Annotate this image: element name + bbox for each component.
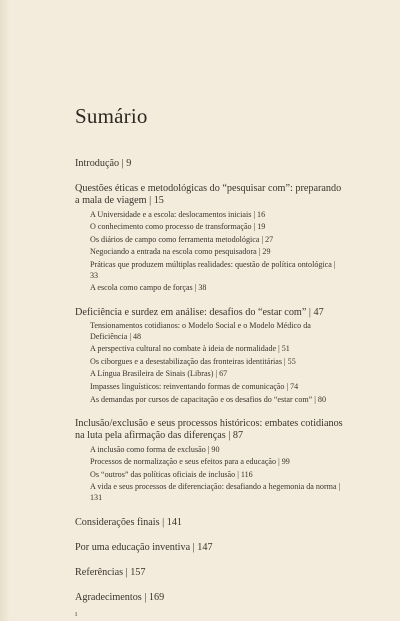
toc-section: As demandas por cursos de capacitação e os desafios do “estar com” | 80: [90, 394, 327, 404]
toc-section: A Língua Brasileira de Sinais (Libras) | 67: [90, 369, 228, 379]
toc-chapter: Considerações finais | 141: [75, 516, 183, 528]
toc-section: Práticas que produzem múltiplas realidades: questão de política ontológica | 33: [90, 259, 336, 280]
toc-chapter: Deficiência e surdez em análise: desafios do “estar com” | 47: [75, 306, 324, 318]
toc-section: Impasses linguísticos: reinventando formas de comunicação | 74: [90, 381, 299, 391]
page-mark: ı: [75, 609, 78, 618]
toc-section: O conhecimento como processo de transformação | 19: [90, 222, 266, 232]
table-of-contents: [75, 158, 345, 604]
toc-section: Processos de normalização e seus efeitos para a educação | 99: [90, 457, 290, 467]
toc-section: A Universidade e a escola: deslocamentos iniciais | 16: [90, 209, 266, 219]
toc-chapter: Por uma educação inventiva | 147: [75, 541, 213, 553]
toc-section: Tensionamentos cotidianos: o Modelo Social e o Modelo Médico da Deficiência | 48: [90, 320, 311, 341]
toc-section: Os ciborgues e a desestabilização das fronteiras identitárias | 55: [90, 356, 296, 366]
toc-chapter: Inclusão/exclusão e seus processos históricos: embates cotidianos na luta pela afirmação das diferenças | 87: [75, 418, 343, 442]
toc-section: Os “outros” das políticas oficiais de inclusão | 116: [90, 469, 253, 479]
toc-section: Negociando a entrada na escola como pesquisadora | 29: [90, 247, 271, 257]
page-title: Sumário: [75, 104, 148, 128]
toc-chapter: Agradecimentos | 169: [75, 592, 165, 604]
toc-section: A escola como campo de forças | 38: [90, 283, 207, 293]
toc-section: A vida e seus processos de diferenciação: desafiando a hegemonia da norma | 131: [90, 482, 341, 502]
toc-chapter: Introdução | 9: [75, 158, 132, 169]
toc-section: A perspectiva cultural no combate à ideia de normalidade | 51: [90, 344, 290, 354]
toc-chapter: Referências | 157: [75, 566, 146, 578]
toc-section: A inclusão como forma de exclusão | 90: [90, 444, 220, 454]
toc-section: Os diários de campo como ferramenta metodológica | 27: [90, 234, 274, 244]
toc-chapter: Questões éticas e metodológicas do “pesquisar com”: preparando a mala de viagem | 15: [75, 183, 342, 207]
